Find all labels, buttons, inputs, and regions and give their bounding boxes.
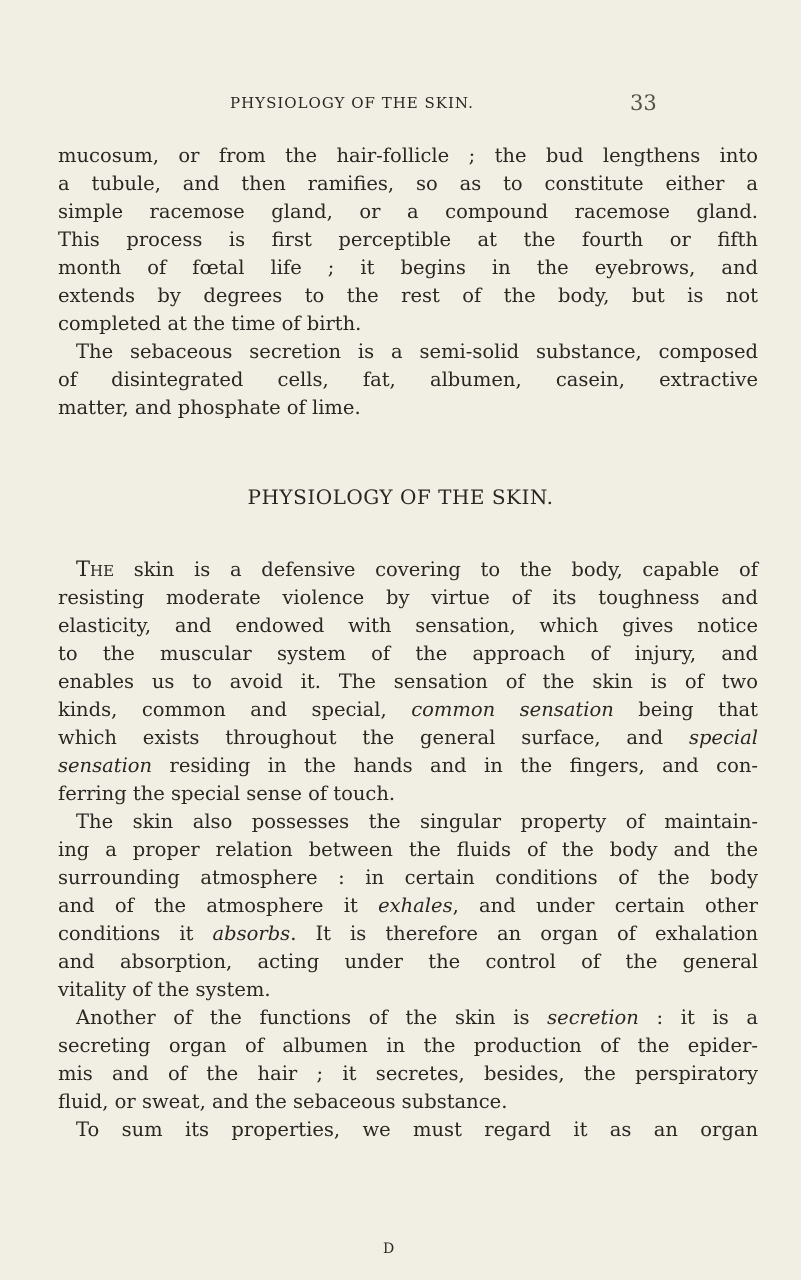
text-line: matter, and phosphate of lime. bbox=[58, 396, 361, 419]
text-line: The skin also possesses the singular property of maintain- bbox=[76, 810, 758, 833]
text-run: Another of the functions of the skin is bbox=[76, 1006, 548, 1029]
text-run: and of the atmosphere it bbox=[58, 894, 379, 917]
text-line: surrounding atmosphere : in certain conditions of the body bbox=[58, 866, 758, 889]
text-line: and absorption, acting under the control of the general bbox=[58, 950, 758, 973]
text-line: secreting organ of albumen in the production of the epider- bbox=[58, 1034, 758, 1057]
text-line: month of fœtal life ; it begins in the eyebrows, and bbox=[58, 256, 758, 279]
intro-paragraph-2 bbox=[58, 338, 758, 422]
body-paragraph-4 bbox=[58, 1116, 758, 1144]
italic-term: common sensation bbox=[411, 698, 614, 721]
italic-term: secretion bbox=[547, 1006, 639, 1029]
text-line: mucosum, or from the hair-follicle ; the bud lengthens into bbox=[58, 144, 758, 167]
text-run: . It is therefore an organ of exhalation bbox=[290, 922, 759, 945]
body-paragraph-3 bbox=[58, 1004, 758, 1116]
signature-mark: D bbox=[383, 1241, 395, 1257]
italic-term: exhales bbox=[378, 894, 453, 917]
section-body bbox=[58, 555, 758, 1144]
text-line: of disintegrated cells, fat, albumen, casein, extractive bbox=[58, 368, 758, 391]
text-run: conditions it bbox=[58, 922, 213, 945]
text-line bbox=[58, 892, 758, 920]
intro-text bbox=[58, 142, 758, 422]
text-line bbox=[58, 752, 758, 780]
italic-term: sensation bbox=[58, 754, 153, 777]
italic-term: absorbs bbox=[212, 922, 291, 945]
section-heading: PHYSIOLOGY OF THE SKIN. bbox=[247, 485, 554, 509]
text-run: residing in the hands and in the fingers, and con- bbox=[152, 754, 758, 777]
text-line: mis and of the hair ; it secretes, besides, the perspiratory bbox=[58, 1062, 758, 1085]
text-line bbox=[58, 555, 758, 584]
text-line: to the muscular system of the approach of injury, and bbox=[58, 642, 758, 665]
text-line bbox=[58, 724, 758, 752]
text-line: simple racemose gland, or a compound racemose gland. bbox=[58, 200, 758, 223]
body-paragraph-2 bbox=[58, 808, 758, 1004]
text-line: completed at the time of birth. bbox=[58, 312, 362, 335]
text-line bbox=[58, 920, 758, 948]
text-line: elasticity, and endowed with sensation, which gives notice bbox=[58, 614, 758, 637]
text-run: being that bbox=[613, 698, 758, 721]
text-line: ing a proper relation between the fluids of the body and the bbox=[58, 838, 758, 861]
text-line: a tubule, and then ramifies, so as to constitute either a bbox=[58, 172, 758, 195]
running-title: PHYSIOLOGY OF THE SKIN. bbox=[230, 94, 474, 112]
text-line: enables us to avoid it. The sensation of the skin is of two bbox=[58, 670, 758, 693]
text-line: The sebaceous secretion is a semi-solid substance, composed bbox=[76, 340, 758, 363]
text-run: which exists throughout the general surface, and bbox=[58, 726, 689, 749]
text-line: fluid, or sweat, and the sebaceous substance. bbox=[58, 1090, 508, 1113]
intro-paragraph-1 bbox=[58, 142, 758, 338]
italic-term: special bbox=[688, 726, 758, 749]
body-paragraph-1 bbox=[58, 555, 758, 808]
text-run: : it is a bbox=[638, 1006, 758, 1029]
text-line: vitality of the system. bbox=[58, 978, 271, 1001]
text-line: To sum its properties, we must regard it as an organ bbox=[76, 1118, 758, 1141]
text-line: ferring the special sense of touch. bbox=[58, 782, 396, 805]
text-line: resisting moderate violence by virtue of its toughness and bbox=[58, 586, 758, 609]
running-head bbox=[0, 91, 801, 118]
text-line: This process is first perceptible at the fourth or fifth bbox=[58, 228, 758, 251]
drop-lead-word: The bbox=[76, 557, 115, 581]
text-line: extends by degrees to the rest of the body, but is not bbox=[58, 284, 758, 307]
text-run: , and under certain other bbox=[452, 894, 758, 917]
page-number: 33 bbox=[630, 91, 657, 115]
text-line bbox=[58, 696, 758, 724]
text-line bbox=[58, 1004, 758, 1032]
text-run: kinds, common and special, bbox=[58, 698, 412, 721]
text-run: skin is a defensive covering to the body, capable of bbox=[114, 558, 758, 581]
